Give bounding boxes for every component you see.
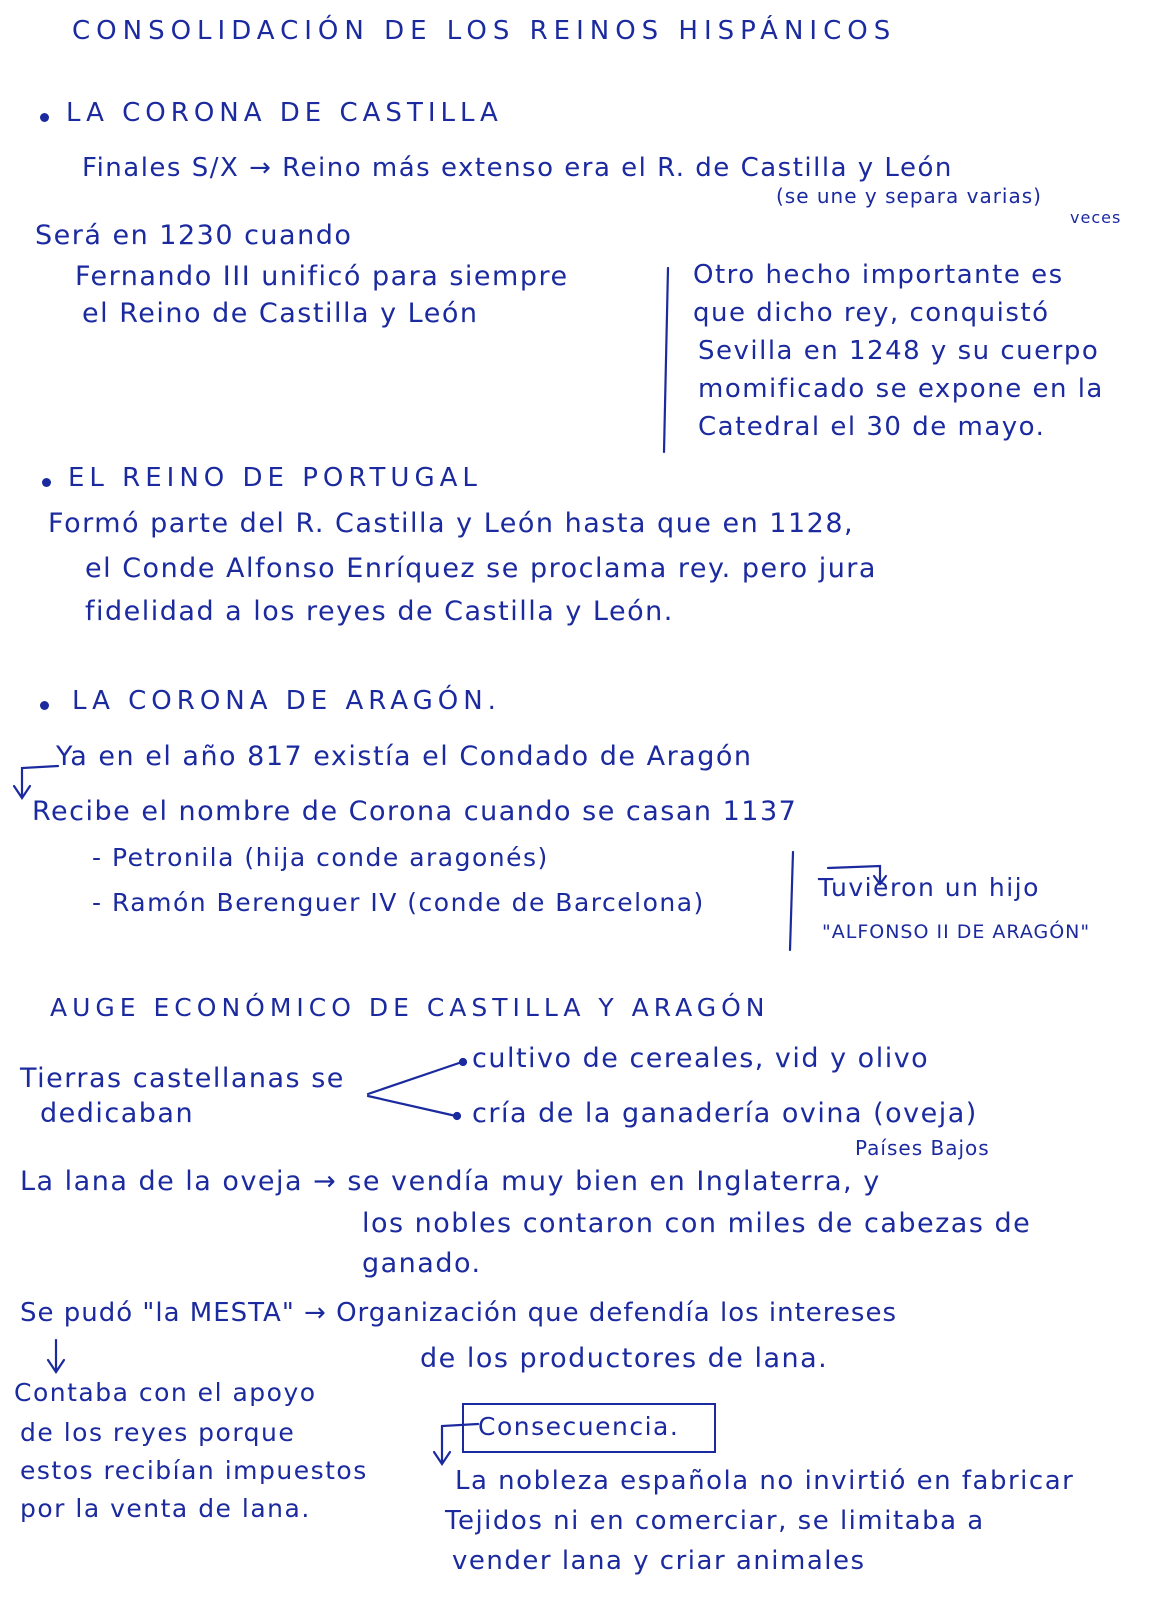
apoyo-line: estos recibían impuestos — [20, 1456, 368, 1485]
section-heading-aragon: LA CORONA DE ARAGÓN. — [72, 686, 501, 716]
lana-line-2: los nobles contaron con miles de cabezas de — [362, 1208, 1032, 1239]
section-heading-auge: AUGE ECONÓMICO DE CASTILLA Y ARAGÓN — [50, 993, 770, 1022]
tierras-line-1: Tierras castellanas se — [20, 1063, 345, 1094]
tuvieron-arrow — [828, 866, 880, 882]
aragon-side-1: Tuvieron un hijo — [818, 873, 1040, 902]
aragon-side-2: "ALFONSO II DE ARAGÓN" — [822, 921, 1091, 943]
apoyo-line: de los reyes porque — [20, 1418, 296, 1447]
castilla-line-1: Finales S/X → Reino más extenso era el R. de Castilla y León — [82, 153, 953, 183]
castilla-line-3: Fernando III unificó para siempre — [75, 261, 569, 292]
section-heading-castilla: LA CORONA DE CASTILLA — [66, 98, 503, 128]
castilla-side-line: Sevilla en 1248 y su cuerpo — [698, 336, 1100, 366]
aragon-bracket — [790, 852, 793, 950]
section-heading-portugal: EL REINO DE PORTUGAL — [68, 463, 482, 493]
page-title: CONSOLIDACIÓN DE LOS REINOS HISPÁNICOS — [72, 16, 897, 46]
lana-line-3: ganado. — [362, 1248, 482, 1279]
aragon-line-1: Ya en el año 817 existía el Condado de Aragón — [56, 741, 753, 772]
castilla-side-line: Otro hecho importante es — [693, 260, 1064, 290]
mesta-line-1: Se pudó "la MESTA" → Organización que defendía los intereses — [20, 1298, 898, 1328]
consecuencia-line: vender lana y criar animales — [452, 1546, 866, 1576]
portugal-line: fidelidad a los reyes de Castilla y León. — [85, 596, 674, 627]
mesta-line-2: de los productores de lana. — [420, 1343, 829, 1374]
castilla-bracket — [664, 268, 668, 452]
castilla-side-line: momificado se expone en la — [698, 374, 1104, 404]
castilla-line-4: el Reino de Castilla y León — [82, 298, 479, 329]
portugal-line: Formó parte del R. Castilla y León hasta que en 1128, — [48, 508, 855, 539]
castilla-side-line: que dicho rey, conquistó — [693, 298, 1050, 328]
branch-cultivo: cultivo de cereales, vid y olivo — [472, 1043, 930, 1074]
aragon-line-2: Recibe el nombre de Corona cuando se casan 1137 — [32, 796, 798, 827]
apoyo-line: por la venta de lana. — [20, 1494, 311, 1523]
aragon-line-3: - Petronila (hija conde aragonés) — [92, 843, 549, 872]
castilla-line-2: Será en 1230 cuando — [35, 220, 353, 251]
consecuencia-label: Consecuencia. — [478, 1412, 680, 1441]
consecuencia-line: La nobleza española no invirtió en fabricar — [455, 1466, 1075, 1496]
aragon-line-4: - Ramón Berenguer IV (conde de Barcelona) — [92, 888, 705, 917]
castilla-note-1: (se une y separa varias) — [776, 184, 1042, 208]
portugal-line: el Conde Alfonso Enríquez se proclama rey. pero jura — [85, 553, 877, 584]
branch-arrow-up — [368, 1062, 462, 1094]
castilla-side-line: Catedral el 30 de mayo. — [698, 412, 1046, 442]
consecuencia-line: Tejidos ni en comerciar, se limitaba a — [445, 1506, 985, 1536]
tierras-line-2: dedicaban — [40, 1098, 195, 1129]
branch-arrow-down — [368, 1096, 456, 1116]
castilla-note-2: veces — [1070, 208, 1122, 227]
paises-bajos-note: Países Bajos — [855, 1136, 990, 1160]
branch-cria: cría de la ganadería ovina (oveja) — [472, 1098, 978, 1129]
apoyo-line: Contaba con el apoyo — [14, 1378, 317, 1407]
lana-line-1: La lana de la oveja → se vendía muy bien en Inglaterra, y — [20, 1166, 881, 1197]
